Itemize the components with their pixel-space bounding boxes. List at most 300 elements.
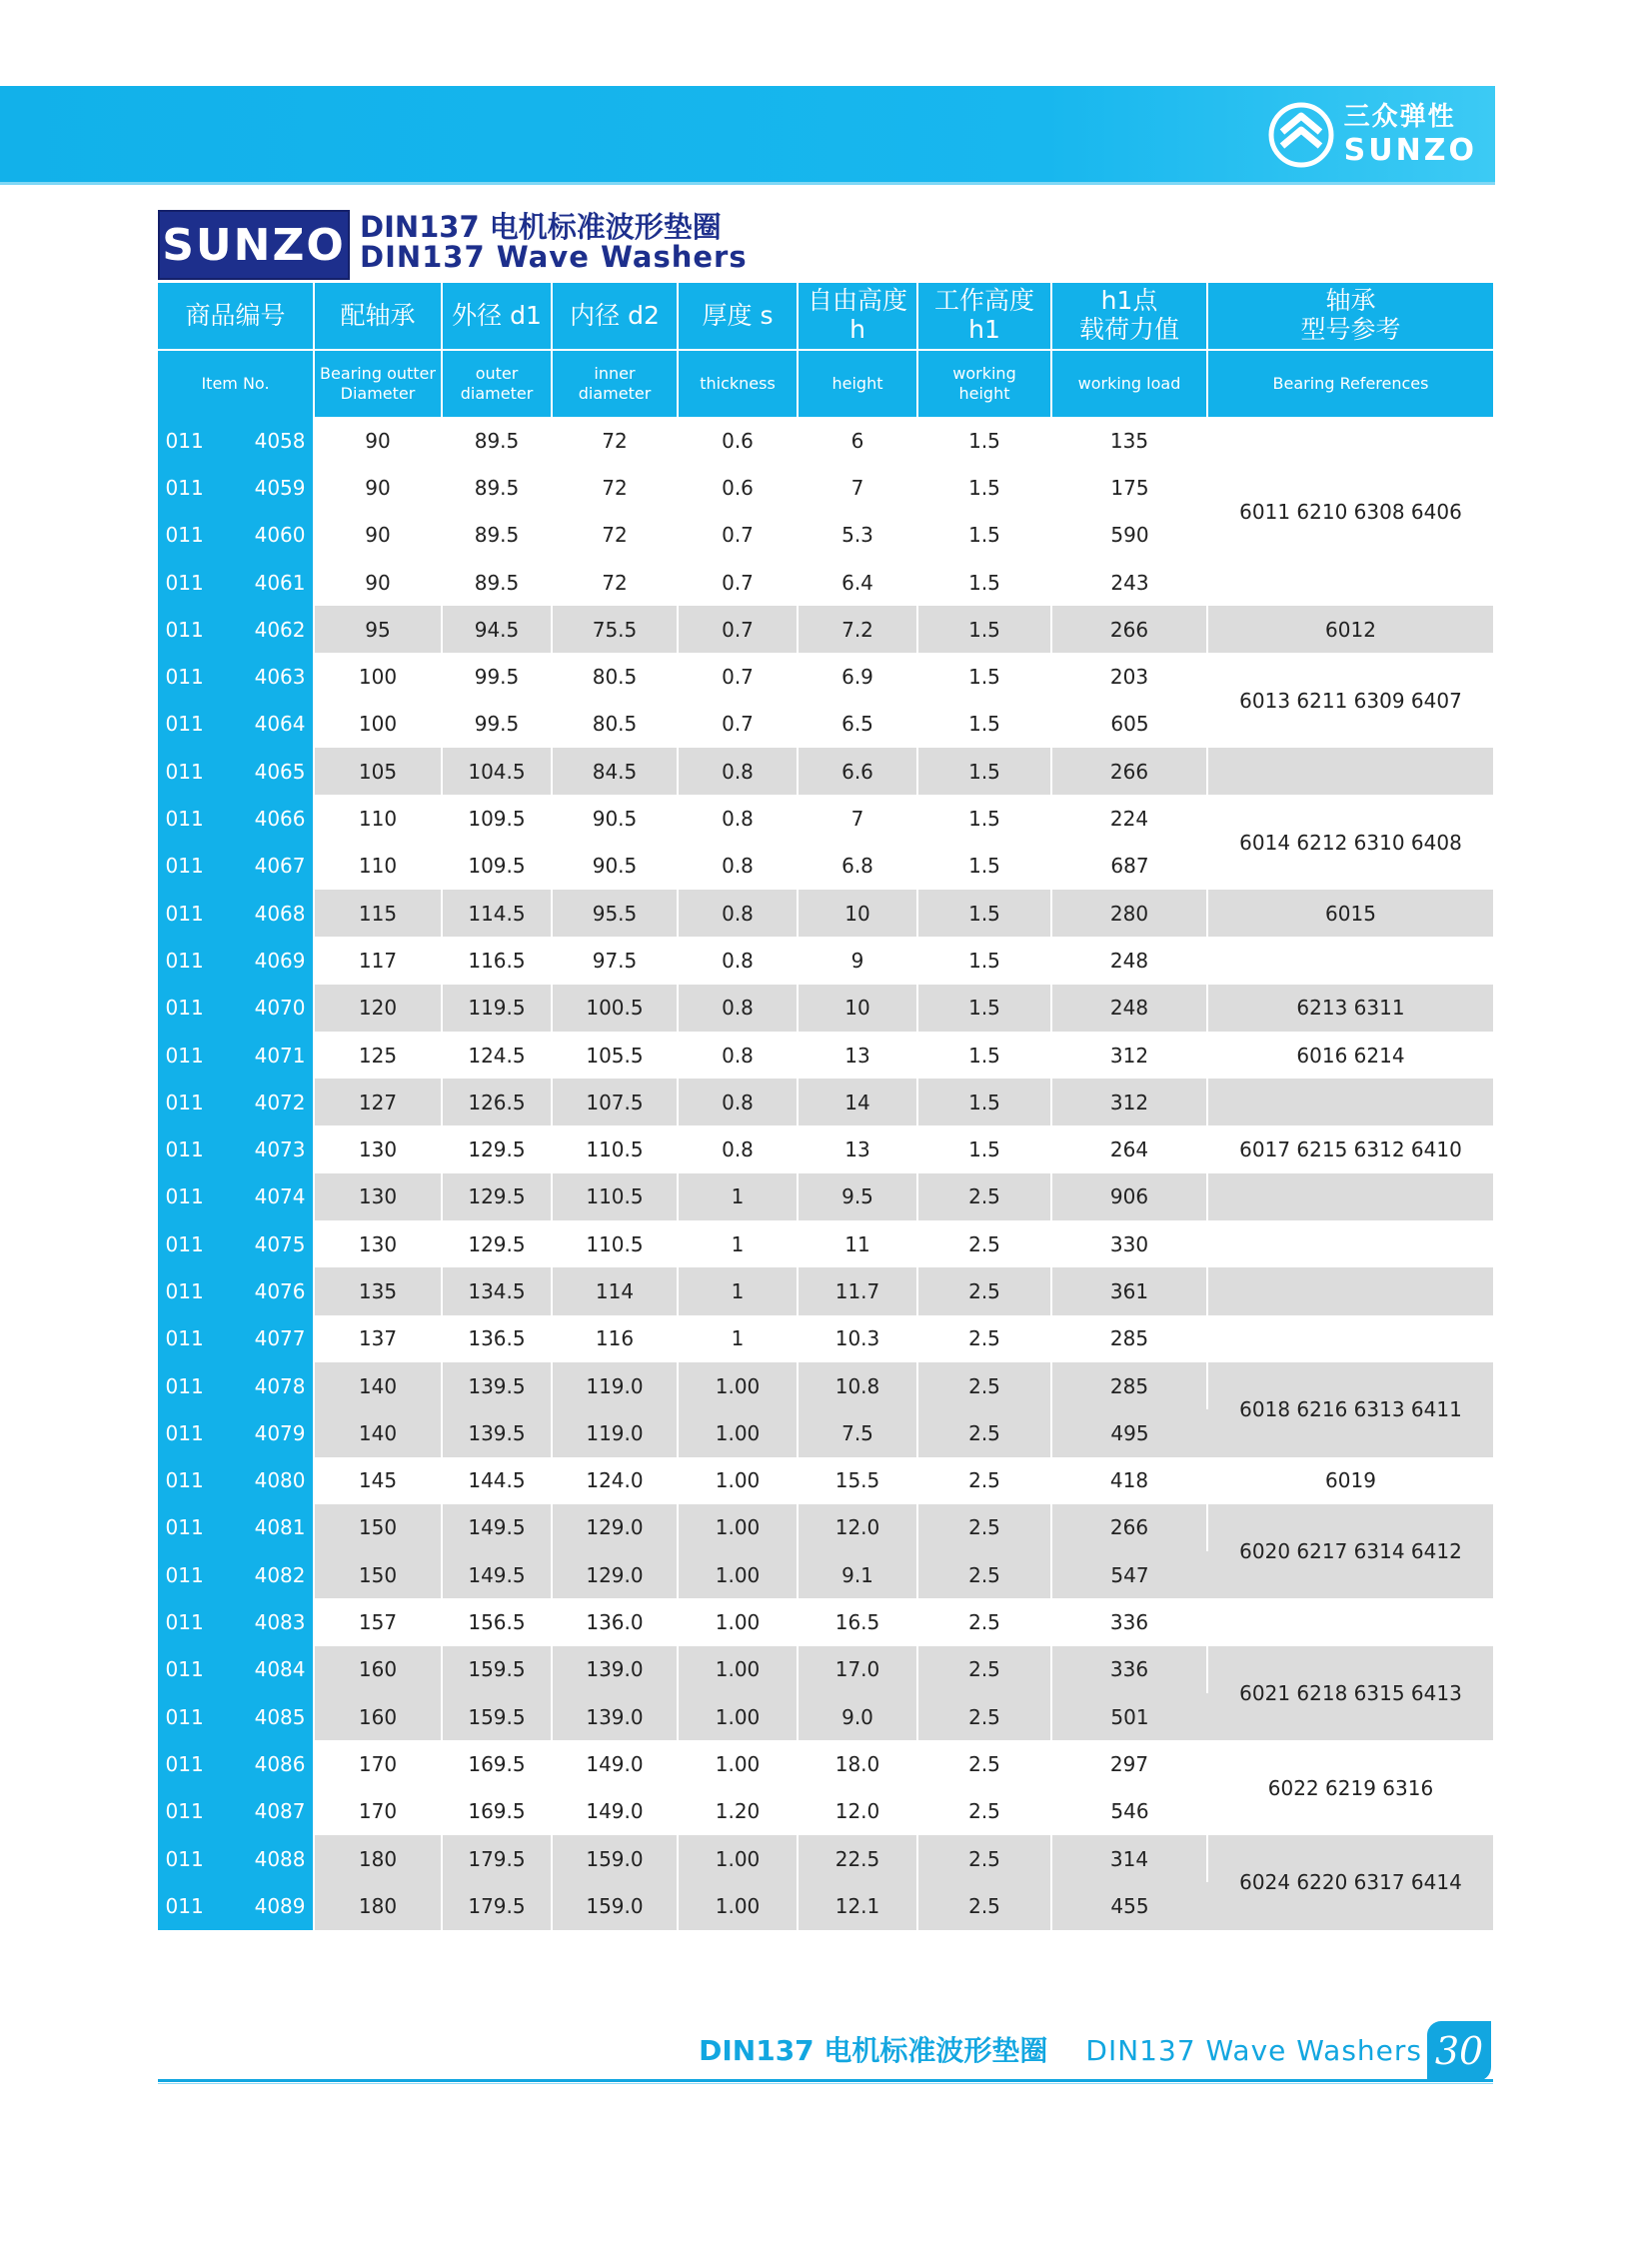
cell-load: 280 [1051, 890, 1207, 937]
spec-table [158, 283, 1493, 1930]
cell-h1: 1.5 [917, 1125, 1051, 1172]
cell-s: 0.8 [678, 937, 798, 984]
banner-divider [0, 182, 1495, 185]
header-en-7: working load [1051, 350, 1207, 417]
item-number: 011 4082 [158, 1551, 314, 1598]
table-row [158, 1173, 1493, 1220]
cell-h1: 2.5 [917, 1409, 1051, 1456]
item-number: 011 4060 [158, 512, 314, 559]
table-row [158, 653, 1493, 700]
cell-h1: 2.5 [917, 1362, 1051, 1409]
cell-s: 0.8 [678, 1079, 798, 1125]
item-number: 011 4058 [158, 417, 314, 464]
cell-d2: 72 [552, 464, 678, 511]
cell-h: 9 [798, 937, 917, 984]
cell-s: 1 [678, 1220, 798, 1267]
cell-s: 1.00 [678, 1504, 798, 1551]
cell-h1: 2.5 [917, 1267, 1051, 1314]
page-title [360, 212, 748, 273]
cell-d2: 114 [552, 1267, 678, 1314]
cell-h1: 2.5 [917, 1504, 1051, 1551]
cell-h1: 2.5 [917, 1551, 1051, 1598]
cell-d1: 114.5 [442, 890, 552, 937]
table-row [158, 1267, 1493, 1314]
item-number: 011 4062 [158, 606, 314, 653]
table-row [158, 1220, 1493, 1267]
cell-load: 418 [1051, 1457, 1207, 1504]
table-row [158, 1362, 1493, 1409]
footer-title-cn: DIN137 电机标准波形垫圈 [699, 2034, 1048, 2067]
cell-load: 135 [1051, 417, 1207, 464]
cell-bd: 170 [314, 1740, 442, 1787]
cell-h1: 1.5 [917, 890, 1051, 937]
cell-d2: 129.0 [552, 1551, 678, 1598]
header-cn-8: 轴承 型号参考 [1207, 283, 1493, 350]
cell-d1: 139.5 [442, 1362, 552, 1409]
cell-bd: 135 [314, 1267, 442, 1314]
cell-h: 10.3 [798, 1315, 917, 1362]
table-row [158, 748, 1493, 795]
cell-h: 22.5 [798, 1835, 917, 1882]
cell-d1: 149.5 [442, 1504, 552, 1551]
cell-d1: 179.5 [442, 1882, 552, 1929]
cell-s: 1.00 [678, 1740, 798, 1787]
cell-h1: 1.5 [917, 1032, 1051, 1079]
cell-d2: 105.5 [552, 1032, 678, 1079]
page-title-en: DIN137 Wave Washers [360, 240, 748, 275]
item-number: 011 4078 [158, 1362, 314, 1409]
cell-h: 12.0 [798, 1504, 917, 1551]
header-en-5: height [798, 350, 917, 417]
header-cn-1: 配轴承 [314, 283, 442, 350]
cell-h1: 2.5 [917, 1220, 1051, 1267]
item-number: 011 4077 [158, 1315, 314, 1362]
cell-d2: 159.0 [552, 1882, 678, 1929]
cell-d1: 99.5 [442, 701, 552, 748]
cell-bd: 127 [314, 1079, 442, 1125]
footer-divider [158, 2079, 1493, 2082]
cell-d1: 94.5 [442, 606, 552, 653]
cell-d2: 84.5 [552, 748, 678, 795]
cell-h1: 2.5 [917, 1788, 1051, 1835]
header-cn-7: h1点 载荷力值 [1051, 283, 1207, 350]
table-row [158, 937, 1493, 984]
cell-d2: 90.5 [552, 843, 678, 890]
page-number: 30 [1427, 2021, 1491, 2081]
cell-load: 266 [1051, 1504, 1207, 1551]
cell-h1: 2.5 [917, 1598, 1051, 1645]
cell-d2: 136.0 [552, 1598, 678, 1645]
cell-d1: 179.5 [442, 1835, 552, 1882]
cell-d1: 144.5 [442, 1457, 552, 1504]
cell-s: 0.7 [678, 512, 798, 559]
table-row [158, 985, 1493, 1032]
cell-h: 18.0 [798, 1740, 917, 1787]
bearing-reference: 6022 6219 6316 [1207, 1740, 1493, 1835]
cell-load: 906 [1051, 1173, 1207, 1220]
cell-s: 1.20 [678, 1788, 798, 1835]
cell-s: 0.8 [678, 1125, 798, 1172]
cell-load: 224 [1051, 795, 1207, 842]
cell-d1: 129.5 [442, 1173, 552, 1220]
table-row [158, 1835, 1493, 1882]
item-number: 011 4067 [158, 843, 314, 890]
cell-bd: 110 [314, 795, 442, 842]
cell-d2: 119.0 [552, 1409, 678, 1456]
cell-d1: 126.5 [442, 1079, 552, 1125]
header-cn-5: 自由高度 h [798, 283, 917, 350]
cell-bd: 100 [314, 653, 442, 700]
cell-load: 175 [1110, 475, 1149, 500]
bearing-reference: 6012 [1207, 606, 1493, 653]
cell-h: 11 [798, 1220, 917, 1267]
cell-d2: 149.0 [552, 1788, 678, 1835]
bearing-reference: 6011 6210 6308 6406 [1207, 417, 1493, 606]
item-number: 011 4064 [158, 701, 314, 748]
cell-d2: 110.5 [552, 1125, 678, 1172]
item-number: 011 4086 [158, 1740, 314, 1787]
cell-bd: 130 [314, 1220, 442, 1267]
cell-s: 0.8 [678, 1032, 798, 1079]
item-number: 011 4070 [158, 985, 314, 1032]
cell-d1: 109.5 [442, 795, 552, 842]
cell-d1: 104.5 [442, 748, 552, 795]
header-en-2: outer diameter [442, 350, 552, 417]
cell-h: 10.8 [798, 1362, 917, 1409]
table-row [158, 1315, 1493, 1362]
cell-d2: 90.5 [552, 795, 678, 842]
bearing-reference [1207, 1079, 1493, 1125]
cell-bd: 130 [314, 1125, 442, 1172]
cell-h: 16.5 [798, 1598, 917, 1645]
header-en-4: thickness [678, 350, 798, 417]
cell-h: 13 [798, 1032, 917, 1079]
brand-name-cn: 三众弹性 [1343, 102, 1456, 132]
footer-divider-thin [158, 2083, 1493, 2084]
header-cn-6: 工作高度 h1 [917, 283, 1051, 350]
cell-h1: 2.5 [917, 1173, 1051, 1220]
cell-s: 0.7 [678, 653, 798, 700]
bearing-reference: 6013 6211 6309 6407 [1207, 653, 1493, 748]
cell-h1: 1.5 [917, 937, 1051, 984]
cell-bd: 137 [314, 1315, 442, 1362]
cell-d2: 72 [552, 417, 678, 464]
cell-h1: 1.5 [917, 559, 1051, 606]
cell-load: 248 [1051, 937, 1207, 984]
header-en-0: Item No. [158, 350, 314, 417]
bearing-reference [1207, 748, 1493, 795]
cell-s: 0.6 [678, 464, 798, 511]
item-number: 011 4089 [158, 1882, 314, 1929]
cell-s: 1.00 [678, 1882, 798, 1929]
bearing-reference: 6019 [1207, 1457, 1493, 1504]
cell-bd: 157 [314, 1598, 442, 1645]
item-number: 011 4081 [158, 1504, 314, 1551]
header-banner [0, 86, 1495, 182]
cell-d2: 95.5 [552, 890, 678, 937]
cell-bd: 140 [314, 1409, 442, 1456]
cell-h: 13 [798, 1125, 917, 1172]
cell-bd: 95 [314, 606, 442, 653]
cell-s: 1.00 [678, 1551, 798, 1598]
cell-h: 9.5 [798, 1173, 917, 1220]
cell-bd: 170 [314, 1788, 442, 1835]
cell-bd: 140 [314, 1362, 442, 1409]
bearing-reference [1207, 1315, 1493, 1362]
footer-title [699, 2029, 1422, 2069]
cell-load: 495 [1051, 1409, 1207, 1456]
cell-bd: 130 [314, 1173, 442, 1220]
cell-h: 12.0 [798, 1788, 917, 1835]
cell-h1: 2.5 [917, 1740, 1051, 1787]
cell-d1: 159.5 [442, 1693, 552, 1740]
bearing-reference: 6213 6311 [1207, 985, 1493, 1032]
cell-d2: 107.5 [552, 1079, 678, 1125]
cell-s: 0.7 [678, 606, 798, 653]
item-number: 011 4075 [158, 1220, 314, 1267]
cell-d2: 80.5 [552, 653, 678, 700]
header-cn-0: 商品编号 [158, 283, 314, 350]
cell-load: 687 [1110, 854, 1149, 879]
item-number: 011 4068 [158, 890, 314, 937]
cell-load: 297 [1051, 1740, 1207, 1787]
brand-name-en: SUNZO [1343, 133, 1477, 168]
cell-d1: 149.5 [442, 1551, 552, 1598]
item-number: 011 4076 [158, 1267, 314, 1314]
cell-h1: 2.5 [917, 1457, 1051, 1504]
cell-d1: 139.5 [442, 1409, 552, 1456]
cell-h: 5.3 [798, 512, 917, 559]
bearing-reference: 6024 6220 6317 6414 [1207, 1835, 1493, 1930]
bearing-reference [1207, 1173, 1493, 1220]
cell-d2: 97.5 [552, 937, 678, 984]
cell-h: 12.1 [798, 1882, 917, 1929]
cell-d2: 139.0 [552, 1646, 678, 1693]
cell-d2: 75.5 [552, 606, 678, 653]
cell-bd: 150 [314, 1504, 442, 1551]
header-cn-3: 内径 d2 [552, 283, 678, 350]
header-cn-2: 外径 d1 [442, 283, 552, 350]
item-number: 011 4085 [158, 1693, 314, 1740]
cell-d2: 72 [552, 559, 678, 606]
cell-bd: 160 [314, 1693, 442, 1740]
cell-load: 248 [1051, 985, 1207, 1032]
cell-h: 6 [798, 417, 917, 464]
cell-load: 361 [1051, 1267, 1207, 1314]
table-row [158, 1504, 1493, 1551]
cell-load: 312 [1051, 1079, 1207, 1125]
cell-h1: 1.5 [917, 701, 1051, 748]
cell-load: 203 [1051, 653, 1207, 700]
cell-s: 0.8 [678, 748, 798, 795]
item-number: 011 4087 [158, 1788, 314, 1835]
item-number: 011 4074 [158, 1173, 314, 1220]
cell-h: 6.6 [798, 748, 917, 795]
cell-h1: 1.5 [917, 606, 1051, 653]
cell-h: 14 [798, 1079, 917, 1125]
cell-bd: 90 [314, 464, 442, 511]
cell-load: 455 [1051, 1882, 1207, 1929]
item-number: 011 4073 [158, 1125, 314, 1172]
cell-h: 11.7 [798, 1267, 917, 1314]
page-title-cn: DIN137 电机标准波形垫圈 [360, 210, 722, 244]
cell-bd: 105 [314, 748, 442, 795]
item-number: 011 4084 [158, 1646, 314, 1693]
cell-d1: 129.5 [442, 1220, 552, 1267]
header-en-1: Bearing outter Diameter [314, 350, 442, 417]
item-number: 011 4080 [158, 1457, 314, 1504]
cell-d1: 89.5 [442, 464, 552, 511]
cell-h: 10 [798, 985, 917, 1032]
cell-load: 264 [1051, 1125, 1207, 1172]
cell-h: 15.5 [798, 1457, 917, 1504]
cell-d1: 89.5 [442, 559, 552, 606]
cell-h: 7 [798, 795, 917, 842]
item-number: 011 4061 [158, 559, 314, 606]
table-row [158, 1032, 1493, 1079]
sunzo-logo-icon [1268, 102, 1334, 168]
cell-load: 336 [1051, 1598, 1207, 1645]
item-number: 011 4072 [158, 1079, 314, 1125]
cell-h: 10 [798, 890, 917, 937]
cell-d1: 99.5 [442, 653, 552, 700]
cell-h1: 1.5 [917, 417, 1051, 464]
cell-h: 6.8 [798, 843, 917, 890]
header-cn-4: 厚度 s [678, 283, 798, 350]
item-number: 011 4066 [158, 795, 314, 842]
cell-s: 1.00 [678, 1693, 798, 1740]
cell-h1: 1.5 [917, 843, 1051, 890]
cell-h1: 1.5 [917, 464, 1051, 511]
table-row [158, 1125, 1493, 1172]
cell-h1: 2.5 [917, 1882, 1051, 1929]
bearing-reference: 6020 6217 6314 6412 [1207, 1504, 1493, 1599]
table-row [158, 795, 1493, 842]
cell-h: 6.4 [798, 559, 917, 606]
bearing-reference [1207, 1220, 1493, 1267]
table-row [158, 1598, 1493, 1645]
item-number: 011 4083 [158, 1598, 314, 1645]
cell-h: 7.5 [798, 1409, 917, 1456]
cell-h1: 1.5 [917, 653, 1051, 700]
cell-d2: 139.0 [552, 1693, 678, 1740]
bearing-reference: 6017 6215 6312 6410 [1207, 1125, 1493, 1172]
cell-h: 9.0 [798, 1693, 917, 1740]
table-row [158, 606, 1493, 653]
cell-s: 0.6 [678, 417, 798, 464]
header-en-3: inner diameter [552, 350, 678, 417]
cell-h1: 2.5 [917, 1835, 1051, 1882]
item-number: 011 4063 [158, 653, 314, 700]
cell-d2: 129.0 [552, 1504, 678, 1551]
item-number: 011 4065 [158, 748, 314, 795]
cell-load: 266 [1051, 748, 1207, 795]
cell-d2: 119.0 [552, 1362, 678, 1409]
cell-bd: 125 [314, 1032, 442, 1079]
item-number: 011 4069 [158, 937, 314, 984]
cell-load: 285 [1051, 1362, 1207, 1409]
cell-load: 546 [1110, 1799, 1149, 1824]
cell-d1: 136.5 [442, 1315, 552, 1362]
cell-s: 1.00 [678, 1646, 798, 1693]
cell-load: 590 [1110, 523, 1149, 548]
cell-h1: 2.5 [917, 1693, 1051, 1740]
cell-s: 0.7 [678, 701, 798, 748]
cell-load: 266 [1051, 606, 1207, 653]
cell-bd: 100 [314, 701, 442, 748]
cell-bd: 150 [314, 1551, 442, 1598]
cell-load: 501 [1051, 1693, 1207, 1740]
cell-d2: 116 [552, 1315, 678, 1362]
cell-s: 1.00 [678, 1409, 798, 1456]
cell-load: 605 [1110, 712, 1149, 737]
cell-h: 6.5 [798, 701, 917, 748]
cell-bd: 180 [314, 1835, 442, 1882]
cell-s: 1.00 [678, 1457, 798, 1504]
cell-bd: 90 [314, 559, 442, 606]
cell-h1: 1.5 [917, 1079, 1051, 1125]
cell-h: 9.1 [798, 1551, 917, 1598]
cell-d2: 110.5 [552, 1173, 678, 1220]
cell-load: 243 [1110, 570, 1149, 595]
bearing-reference: 6018 6216 6313 6411 [1207, 1362, 1493, 1457]
cell-h1: 2.5 [917, 1646, 1051, 1693]
cell-s: 1.00 [678, 1598, 798, 1645]
bearing-reference: 6015 [1207, 890, 1493, 937]
cell-load: 314 [1051, 1835, 1207, 1882]
item-number: 011 4079 [158, 1409, 314, 1456]
cell-h: 6.9 [798, 653, 917, 700]
bearing-reference [1207, 1598, 1493, 1645]
cell-s: 0.8 [678, 843, 798, 890]
cell-s: 1.00 [678, 1362, 798, 1409]
bearing-reference: 6014 6212 6310 6408 [1207, 795, 1493, 890]
cell-load: 547 [1051, 1551, 1207, 1598]
cell-d1: 159.5 [442, 1646, 552, 1693]
item-number: 011 4071 [158, 1032, 314, 1079]
cell-d2: 110.5 [552, 1220, 678, 1267]
bearing-reference [1207, 937, 1493, 984]
cell-d1: 124.5 [442, 1032, 552, 1079]
cell-bd: 115 [314, 890, 442, 937]
cell-s: 1 [678, 1173, 798, 1220]
cell-load: 285 [1051, 1315, 1207, 1362]
cell-load: 312 [1051, 1032, 1207, 1079]
cell-h: 7 [798, 464, 917, 511]
bearing-reference [1207, 1267, 1493, 1314]
cell-s: 0.7 [678, 559, 798, 606]
table-row [158, 1646, 1493, 1693]
cell-bd: 120 [314, 985, 442, 1032]
cell-d1: 129.5 [442, 1125, 552, 1172]
cell-h1: 1.5 [917, 512, 1051, 559]
cell-h: 7.2 [798, 606, 917, 653]
cell-d2: 159.0 [552, 1835, 678, 1882]
cell-h1: 2.5 [917, 1315, 1051, 1362]
cell-d2: 149.0 [552, 1740, 678, 1787]
cell-bd: 117 [314, 937, 442, 984]
cell-d2: 124.0 [552, 1457, 678, 1504]
cell-d1: 169.5 [442, 1788, 552, 1835]
cell-s: 0.8 [678, 985, 798, 1032]
cell-bd: 145 [314, 1457, 442, 1504]
cell-d1: 169.5 [442, 1740, 552, 1787]
cell-bd: 110 [314, 843, 442, 890]
cell-d1: 134.5 [442, 1267, 552, 1314]
cell-s: 0.8 [678, 890, 798, 937]
cell-d1: 116.5 [442, 937, 552, 984]
cell-h1: 1.5 [917, 748, 1051, 795]
